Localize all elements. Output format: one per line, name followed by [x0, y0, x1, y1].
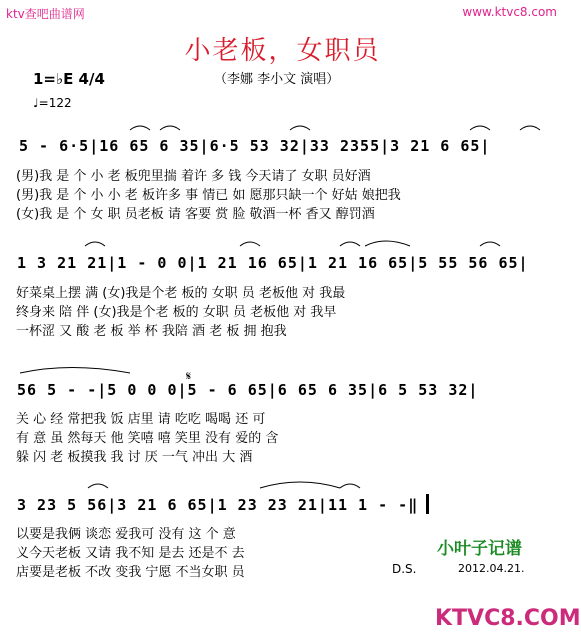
lyric-line-1-1: (男)我 是 个 小 老 板兜里揣 着许 多 钱 今天请了 女职 员好酒	[16, 169, 371, 184]
site-url-right[interactable]: www.ktvc8.com	[462, 5, 557, 19]
notes-line-2: 1 3 21 21|1 - 0 0|1 21 16 65|1 21 16 65|5 55 56 65|	[17, 254, 529, 272]
notes-line-1: 5 - 6·5|16 65 6 35|6·5 53 32|33 2355|3 21 6 65|	[19, 137, 491, 155]
lyric-line-2-2: 终身来 陪 伴 (女)我是个老 板的 女职 员 老板他 对 我早	[16, 305, 337, 320]
transcription-date: 2012.04.21.	[458, 562, 525, 575]
lyric-line-4-1: 以要是我俩 谈恋 爱我可 没有 这 个 意	[16, 527, 236, 542]
segno-icon: 𝄋	[186, 369, 192, 383]
footer-site-logo[interactable]: KTVC8.COM	[435, 606, 581, 631]
lyric-line-3-3: 躲 闪 老 板摸我 我 讨 厌 一气 冲出 大 酒	[16, 450, 253, 465]
lyric-line-2-1: 好菜桌上摆 满 (女)我是个老 板的 女职 员 老板他 对 我最	[16, 286, 346, 301]
notes-line-4: 3 23 5 56|3 21 6 65|1 23 23 21|11 1 - -‖	[17, 496, 419, 514]
lyric-line-1-3: (女)我 是 个 女 职 员老板 请 客要 赏 脸 敬酒一杯 香又 醇罚酒	[16, 207, 375, 222]
lyric-line-3-1: 关 心 经 常把我 饭 店里 请 吃吃 喝喝 还 可	[16, 412, 266, 427]
lyric-line-2-3: 一杯涩 又 酸 老 板 举 杯 我陪 酒 老 板 拥 抱我	[16, 324, 287, 339]
tempo-marking: ♩=122	[33, 96, 72, 110]
lyric-line-4-3: 店要是老板 不改 变我 宁愿 不当女职 员	[16, 565, 245, 580]
ds-marking: D.S.	[392, 562, 417, 576]
key-signature: 1=♭E 4/4	[33, 70, 105, 88]
song-title: 小老板，女职员	[184, 36, 381, 66]
singers: （李娜 李小文 演唱）	[214, 72, 340, 87]
lyric-line-3-2: 有 意 虽 然每天 他 笑嘻 嘻 笑里 没有 爱的 含	[16, 431, 279, 446]
site-name-left[interactable]: ktv查吧曲谱网	[6, 7, 85, 21]
transcriber-signature: 小叶子记谱	[437, 539, 522, 559]
lyric-line-1-2: (男)我 是 个 小 小 老 板许多 事 情已 如 愿那只缺一个 好姑 娘把我	[16, 188, 401, 203]
notes-line-3: 56 5 - -|5 0 0 0|5 - 6 65|6 65 6 35|6 5 53 32|	[17, 381, 479, 399]
lyric-line-4-2: 义今天老板 又请 我不知 是去 还是不 去	[16, 546, 245, 561]
